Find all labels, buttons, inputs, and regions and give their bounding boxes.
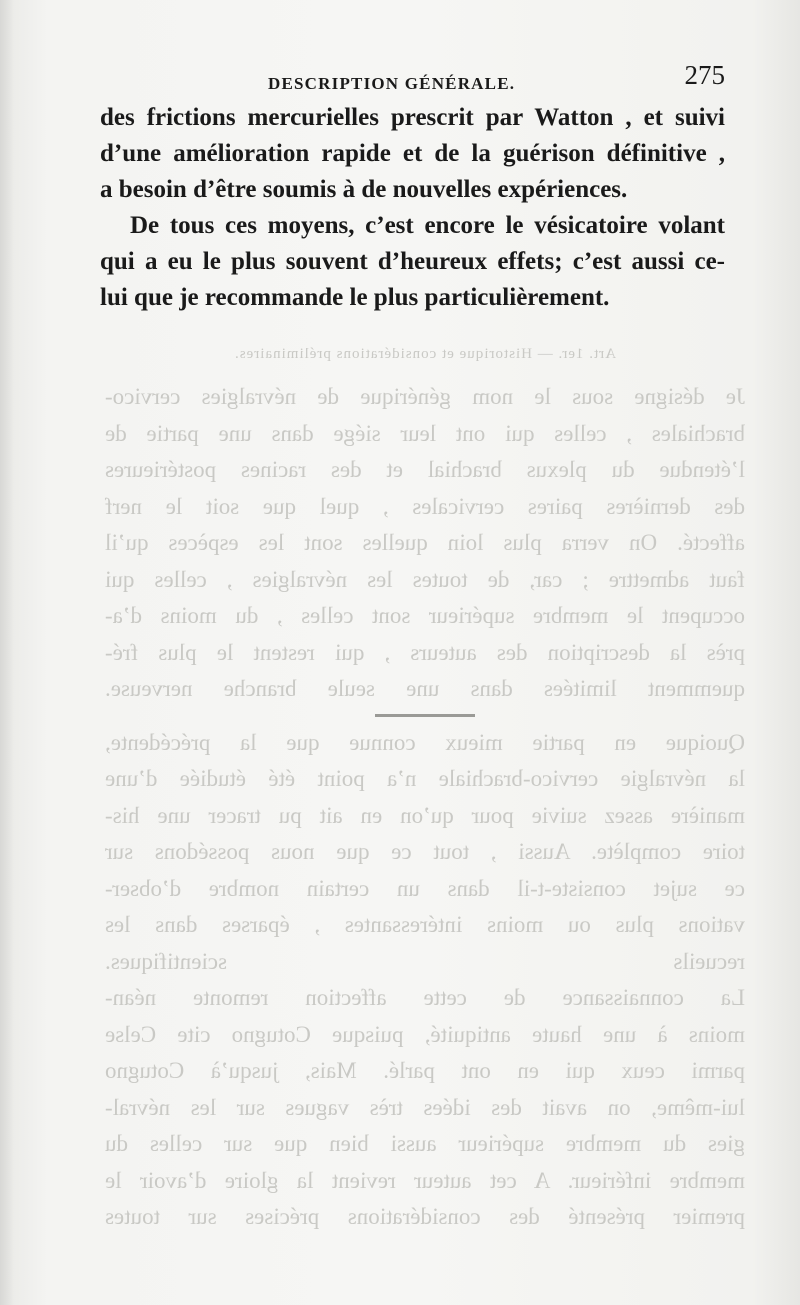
text-line: qui a eu le plus souvent d’heureux effets; c’est aussi ce- [100, 248, 725, 275]
bleed-line: occupent le membre supérieur sont celles , du moins d’a- [105, 603, 745, 628]
bleed-line: la névralgie cervico-brachiale n’a point été étudiée d’une [105, 766, 745, 791]
text-line: des frictions mercurielles prescrit par Watton , et suivi [100, 104, 725, 131]
bleed-line: La connaissance de cette affection remonte néan- [105, 985, 745, 1010]
bleed-line: premier présenté des considérations précises sur toutes [105, 1204, 745, 1229]
bleed-line: toire complète. Aussi , tout ce que nous possédons sur [105, 839, 745, 864]
page-number: 275 [684, 60, 725, 90]
bleed-line: parmi ceux qui en ont parlé. Mais, jusqu’à Cotugno [105, 1058, 745, 1083]
text-line: a besoin d’être soumis à de nouvelles expériences. [100, 176, 628, 203]
text-line: De tous ces moyens, c’est encore le vésicatoire volant [130, 212, 725, 239]
body-text [100, 100, 725, 316]
bleed-line: affecté. On verra plus loin quelles sont les espèces qu’il [105, 530, 745, 555]
page-edge-shadow [0, 0, 14, 1305]
bleed-line: lui-même, on avait des idées très vagues sur les névral- [105, 1094, 745, 1120]
bleed-line: quemment limitées dans une seule branche nerveuse. [105, 676, 745, 701]
running-head: DESCRIPTION GÉNÉRALE. [268, 74, 516, 93]
bleed-line: moins à une haute antiquité, puisque Cotugno cite Celse [105, 1021, 745, 1047]
bleed-line: membre inférieur. A cet auteur revient la gloire d’avoir le [105, 1167, 745, 1193]
bleed-line: l’étendue du plexus brachial et des racines postérieures [105, 457, 745, 482]
bleed-line: brachiales , celles qui ont leur siége dans une partie de [105, 420, 745, 446]
bleed-line: manière assez suivie pour qu’on en ait pu tracer une his- [105, 802, 745, 828]
bleed-rule [375, 714, 475, 717]
bleed-line: des dernières paires cervicales , quel que soit le nerf [105, 493, 745, 519]
bleed-line: Je désigne sous le nom générique de névralgies cervico- [105, 384, 745, 409]
text-line: lui que je recommande le plus particulièrement. [100, 284, 610, 311]
bleed-line: vations plus ou moins intéressantes , éparses dans les [105, 912, 745, 937]
bleed-line: près la description des auteurs , qui restent le plus fré- [105, 639, 745, 665]
bleed-through-text [105, 335, 745, 1236]
page-header [100, 60, 725, 100]
bleed-line: faut admettre ; car, de toutes les névralgies , celles qui [105, 566, 745, 592]
bleed-heading: Art. 1er. — Historique et considérations préliminaires. [234, 346, 617, 362]
bleed-line: recueils scientifiques. [105, 948, 745, 974]
bleed-line: Quoique en partie mieux connue que la précédente, [105, 729, 745, 755]
bleed-line: gies du membre supérieur aussi bien que sur celles du [105, 1131, 745, 1156]
bleed-line: ce sujet consiste-t-il dans un certain nombre d’obser- [105, 875, 745, 901]
text-line: d’une amélioration rapide et de la guérison définitive , [100, 140, 725, 167]
